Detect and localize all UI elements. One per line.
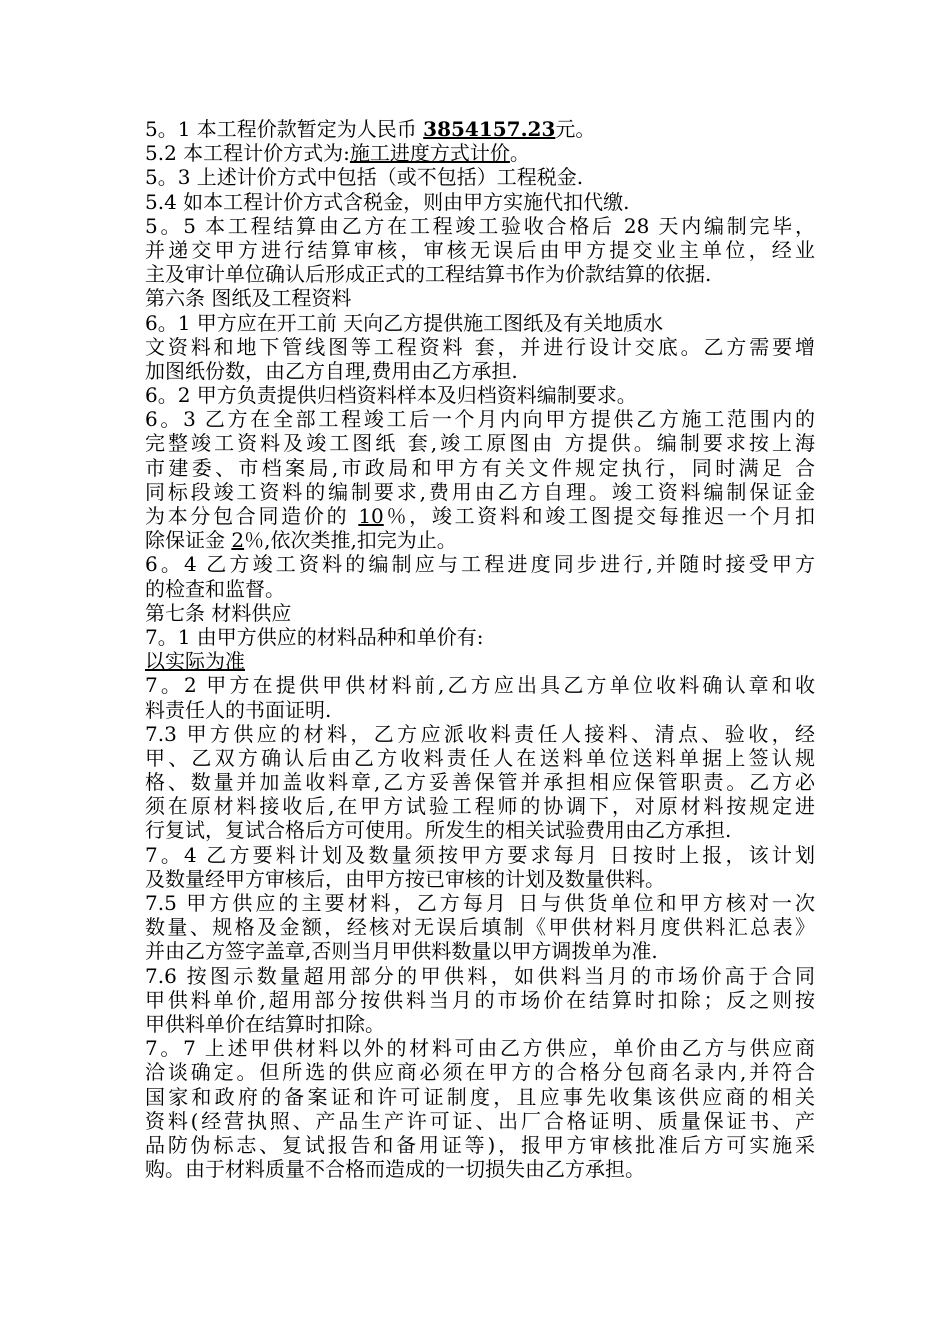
clause-7-7-line-3: 国家和政府的备案证和许可证制度，且应事先收集该供应商的相关 bbox=[145, 1084, 815, 1109]
clause-7-4-line-2: 及数量经甲方审核后，由甲方按已审核的计划及数量供料。 bbox=[145, 866, 665, 891]
clause-6-3-text-cont: ％，竣工资料和竣工图提交每推迟一个月扣 bbox=[383, 504, 815, 528]
contract-page bbox=[145, 117, 815, 1181]
clause-5-2 bbox=[145, 141, 815, 165]
clause-7-1: 7。1 由甲方供应的材料品种和单价有: bbox=[145, 624, 484, 649]
clause-6-3-line-3: 市建委、市档案局,市政局和甲方有关文件规定执行，同时满足 合 bbox=[145, 455, 815, 480]
clause-7-5-line-1: 7.5 甲方供应的主要材料，乙方每月 日与供货单位和甲方核对一次 bbox=[145, 891, 815, 915]
contract-amount: 3854157.23 bbox=[423, 117, 556, 141]
clause-7-7-line-4: 资料(经营执照、产品生产许可证、出厂合格证明、质量保证书、产 bbox=[145, 1108, 815, 1133]
clause-5-1-suffix: 元。 bbox=[555, 117, 596, 141]
clause-7-7-line-2: 洽谈确定。但所选的供应商必须在甲方的合格分包商名录内,并符合 bbox=[145, 1060, 815, 1085]
clause-6-3-line-1: 6。3 乙方在全部工程竣工后一个月内向甲方提供乙方施工范围内的 bbox=[145, 407, 815, 432]
clause-6-3-line-4: 同标段竣工资料的编制要求,费用由乙方自理。竣工资料编制保证金 bbox=[145, 479, 815, 504]
clause-6-1-line-1: 6。1 甲方应在开工前 天向乙方提供施工图纸及有关地质水 bbox=[145, 310, 664, 335]
clause-5-5-line-3: 主及审计单位确认后形成正式的工程结算书作为价款结算的依据. bbox=[145, 262, 712, 287]
clause-7-3-line-2: 甲、乙双方确认后由乙方收料责任人在送料单位送料单据上签认规 bbox=[145, 745, 815, 770]
clause-7-3-line-5: 行复试，复试合格后方可使用。所发生的相关试验费用由乙方承担. bbox=[145, 818, 732, 843]
clause-6-3-deduct-suffix: ％,依次类推,扣完为止。 bbox=[244, 528, 457, 553]
clause-7-1-basis bbox=[145, 649, 815, 673]
clause-7-3-line-1: 7.3 甲方供应的材料，乙方应派收料责任人接料、清点、验收，经 bbox=[145, 721, 815, 746]
clause-6-3-line-6 bbox=[145, 528, 815, 552]
supply-basis: 以实际为准 bbox=[145, 649, 245, 674]
clause-7-3-line-3: 格、数量并加盖收料章,乙方妥善保管并承担相应保管职责。乙方必 bbox=[145, 770, 815, 795]
clause-7-4-line-1: 7。4 乙方要料计划及数量须按甲方要求每月 日按时上报，该计划 bbox=[145, 842, 815, 867]
article-7-heading: 第七条 材料供应 bbox=[145, 600, 292, 625]
clause-6-3-text: 为本分包合同造价的 bbox=[145, 504, 359, 528]
clause-7-5-line-2: 数量、规格及金额，经核对无误后填制《甲供材料月度供料汇总表》 bbox=[145, 915, 815, 940]
clause-5-3: 5。3 上述计价方式中包括（或不包括）工程税金. bbox=[145, 165, 584, 190]
clause-7-7-line-5: 品防伪标志、复试报告和备用证等)，报甲方审核批准后方可实施采 bbox=[145, 1132, 815, 1157]
clause-6-3-line-2: 完整竣工资料及竣工图纸 套,竣工原图由 方提供。编制要求按上海 bbox=[145, 431, 815, 456]
clause-6-4-line-2: 的检查和监督。 bbox=[145, 576, 285, 601]
clause-5-5-line-2: 并递交甲方进行结算审核，审核无误后由甲方提交业主单位，经业 bbox=[145, 237, 815, 262]
clause-5-1-text: 5。1 本工程价款暂定为人民币 bbox=[145, 117, 424, 141]
clause-6-1-line-3: 加图纸份数，由乙方自理,费用由乙方承担. bbox=[145, 358, 518, 383]
clause-7-2-line-2: 料责任人的书面证明. bbox=[145, 697, 332, 722]
clause-7-7-line-1: 7。7 上述甲供材料以外的材料可由乙方供应，单价由乙方与供应商 bbox=[145, 1036, 815, 1061]
clause-5-2-text: 5.2 本工程计价方式为: bbox=[145, 141, 350, 166]
clause-6-3-deduct-text: 除保证金 bbox=[145, 528, 232, 553]
clause-7-6-line-3: 甲供料单价在结算时扣除。 bbox=[145, 1011, 385, 1036]
clause-7-3-line-4: 须在原材料接收后,在甲方试验工程师的协调下，对原材料按规定进 bbox=[145, 794, 815, 819]
clause-7-5-line-3: 并由乙方签字盖章,否则当月甲供料数量以甲方调拨单为准. bbox=[145, 939, 658, 964]
clause-6-1-line-2: 文资料和地下管线图等工程资料 套，并进行设计交底。乙方需要增 bbox=[145, 334, 815, 359]
clause-5-1 bbox=[145, 117, 815, 141]
clause-6-3-line-5 bbox=[145, 504, 815, 528]
clause-7-2-line-1: 7。2 甲方在提供甲供材料前,乙方应出具乙方单位收料确认章和收 bbox=[145, 673, 815, 698]
clause-6-4-line-1: 6。4 乙方竣工资料的编制应与工程进度同步进行,并随时接受甲方 bbox=[145, 552, 815, 577]
clause-5-2-suffix: 。 bbox=[509, 141, 530, 166]
pricing-method: 施工进度方式计价 bbox=[349, 141, 510, 166]
clause-7-7-line-6: 购。由于材料质量不合格而造成的一切损失由乙方承担。 bbox=[145, 1157, 645, 1182]
clause-6-2: 6。2 甲方负责提供归档资料样本及归档资料编制要求。 bbox=[145, 383, 637, 408]
guarantee-percent: 10 bbox=[358, 504, 384, 528]
clause-7-6-line-2: 甲供料单价,超用部分按供料当月的市场价在结算时扣除；反之则按 bbox=[145, 987, 815, 1012]
clause-7-6-line-1: 7.6 按图示数量超用部分的甲供料，如供料当月的市场价高于合同 bbox=[145, 963, 815, 988]
clause-5-4: 5.4 如本工程计价方式含税金，则由甲方实施代扣代缴. bbox=[145, 189, 630, 214]
clause-5-5-line-1: 5。5 本工程结算由乙方在工程竣工验收合格后 28 天内编制完毕， bbox=[145, 213, 815, 238]
deduct-percent: 2 bbox=[231, 528, 245, 553]
article-6-heading: 第六条 图纸及工程资料 bbox=[145, 286, 352, 311]
